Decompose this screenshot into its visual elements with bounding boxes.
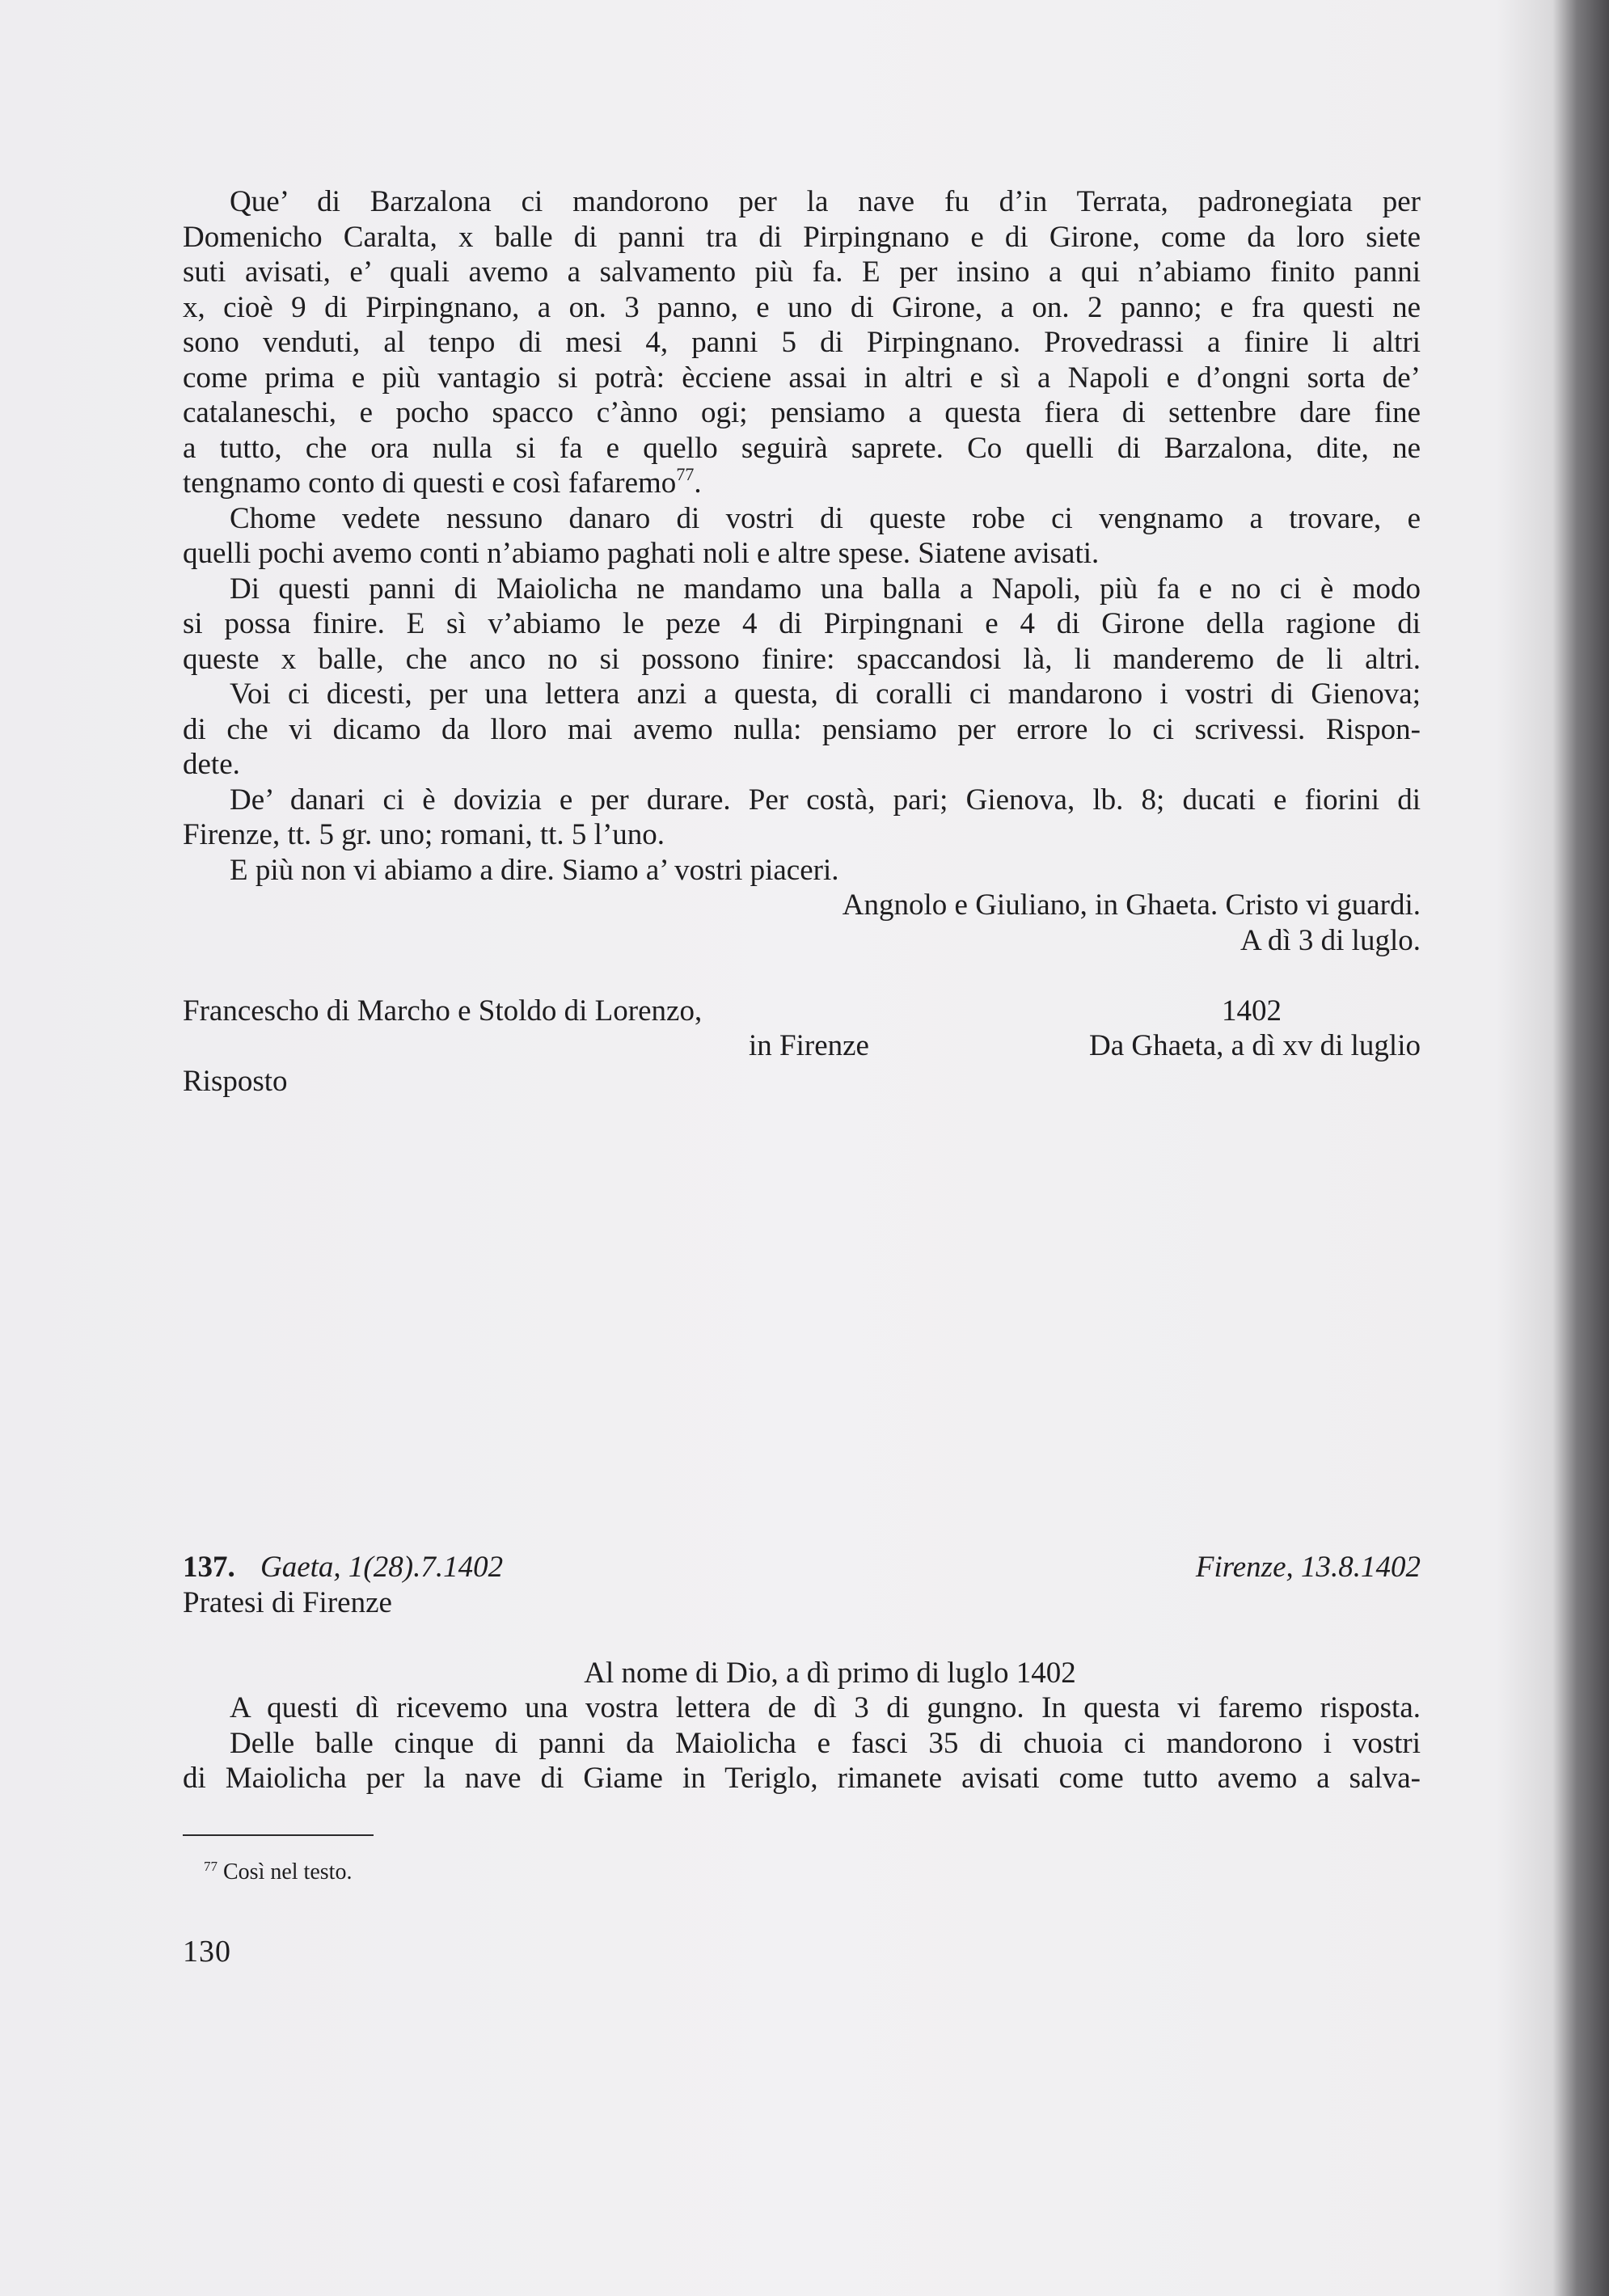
blank-line	[183, 1620, 1421, 1656]
text-line	[183, 536, 1421, 572]
letter-137	[183, 1550, 1421, 1796]
text-line	[183, 712, 1421, 748]
letter-invocation: Al nome di Dio, a dì primo di luglo 1402	[584, 1656, 1076, 1690]
text-line	[183, 290, 1421, 326]
address-year: 1402	[1222, 994, 1282, 1028]
address-line-2	[183, 1028, 1421, 1064]
text-line	[183, 923, 1421, 959]
line-text: di che vi dicamo da lloro mai avemo nulla: pensiamo per errore lo ci scrivessi. Rispon-	[183, 712, 1421, 746]
line-text: queste x balle, che anco no si possono finire: spaccandosi là, li manderemo de li altri.	[183, 642, 1421, 676]
text-line	[183, 220, 1421, 255]
line-text: sono venduti, al tenpo di mesi 4, panni 5 di Pirpingnano. Provedrassi a finire li altri	[183, 326, 1421, 359]
letter-destination: Firenze, 13.8.1402	[1195, 1551, 1421, 1584]
address-recipient: Francescho di Marcho e Stoldo di Lorenzo,	[183, 994, 703, 1028]
line-text: A questi dì ricevemo una vostra lettera de dì 3 di gungno. In questa vi faremo risposta.	[230, 1691, 1421, 1724]
text-line	[183, 1726, 1421, 1762]
footnote-marker: 77	[204, 1859, 217, 1874]
text-line	[183, 501, 1421, 537]
line-text: tengnamo conto di questi e così fafaremo	[183, 466, 677, 500]
line-text: Que’ di Barzalona ci mandorono per la nave fu d’in Terrata, padronegiata per	[230, 185, 1421, 218]
text-line	[183, 184, 1421, 220]
line-text: Angnolo e Giuliano, in Ghaeta. Cristo vi guardi.	[842, 888, 1421, 922]
line-text: Voi ci dicesti, per una lettera anzi a questa, di coralli ci mandarono i vostri di Gienova;	[230, 677, 1421, 711]
text-line	[183, 606, 1421, 642]
page-number: 130	[183, 1935, 231, 1969]
line-text: De’ danari ci è dovizia e per durare. Per costà, pari; Gienova, lb. 8; ducati e fiorini di	[230, 783, 1421, 817]
footnote-rule	[183, 1834, 374, 1836]
text-line	[183, 325, 1421, 361]
line-text: Di questi panni di Maiolicha ne mandamo una balla a Napoli, più fa e no ci è modo	[230, 572, 1421, 606]
line-text: x, cioè 9 di Pirpingnano, a on. 3 panno, e uno di Girone, a on. 2 panno; e fra questi ne	[183, 290, 1421, 324]
text-line	[183, 817, 1421, 853]
line-text: come prima e più vantagio si potrà: ècciene assai in altri e sì a Napoli e d’ongni sorta de’	[183, 361, 1421, 395]
line-text: Domenicho Caralta, x balle di panni tra di Pirpingnano e di Girone, come da loro siete	[183, 220, 1421, 254]
text-line	[183, 395, 1421, 431]
address-recipient-city: in Firenze	[749, 1029, 869, 1062]
line-text: a tutto, che ora nulla si fa e quello seguirà saprete. Co quelli di Barzalona, dite, ne	[183, 431, 1421, 465]
line-text: di Maiolicha per la nave di Giame in Teriglo, rimanete avisati come tutto avemo a salva-	[183, 1762, 1421, 1795]
address-line-1	[183, 994, 1421, 1029]
text-line	[183, 783, 1421, 818]
text-line	[183, 255, 1421, 290]
line-text: quelli pochi avemo conti n’abiamo paghati noli e altre spese. Siatene avisati.	[183, 537, 1100, 570]
line-text: Firenze, tt. 5 gr. uno; romani, tt. 5 l’uno.	[183, 818, 665, 851]
text-line	[183, 361, 1421, 396]
text-line	[183, 677, 1421, 712]
line-text: si possa finire. E sì v’abiamo le peze 4 di Pirpingnani e 4 di Girone della ragione di	[183, 607, 1421, 640]
text-line	[183, 853, 1421, 888]
line-text: A dì 3 di luglo.	[1239, 923, 1421, 957]
line-text: catalaneschi, e pocho spacco c’ànno ogi; pensiamo a questa fiera di settenbre dare fine	[183, 396, 1421, 429]
reply-note: Risposto	[183, 1064, 288, 1098]
line-text: Delle balle cinque di panni da Maiolicha e fasci 35 di chuoia ci mandorono i vostri	[230, 1726, 1421, 1760]
text-line	[183, 572, 1421, 607]
footnote-text: Così nel testo.	[223, 1859, 353, 1884]
address-received-note: Da Ghaeta, a dì xv di luglio	[1089, 1029, 1421, 1062]
text-line	[183, 1761, 1421, 1796]
footnote-reference: 77	[676, 464, 695, 484]
line-text: E più non vi abiamo a dire. Siamo a’ vostri piaceri.	[230, 853, 839, 887]
line-text-end: .	[694, 466, 702, 500]
text-line	[183, 1690, 1421, 1726]
blank-line	[183, 958, 1421, 994]
letter-header	[183, 1550, 1421, 1585]
letter-136-body	[183, 184, 1421, 958]
text-line	[183, 431, 1421, 466]
letter-recipient: Pratesi di Firenze	[183, 1585, 392, 1619]
text-line	[183, 466, 1421, 501]
letter-number: 137.	[183, 1551, 235, 1584]
text-line	[183, 642, 1421, 677]
letter-137-body	[183, 1690, 1421, 1796]
line-text: dete.	[183, 748, 240, 781]
text-line	[183, 747, 1421, 783]
line-text: suti avisati, e’ quali avemo a salvamento più fa. E per insino a qui n’abiamo finito panni	[183, 255, 1421, 289]
text-line	[183, 888, 1421, 923]
footnote	[204, 1859, 352, 1885]
letter-origin: Gaeta, 1(28).7.1402	[260, 1551, 504, 1584]
letter-136-continuation	[183, 184, 1421, 1099]
line-text: Chome vedete nessuno danaro di vostri di queste robe ci vengnamo a trovare, e	[230, 501, 1421, 535]
